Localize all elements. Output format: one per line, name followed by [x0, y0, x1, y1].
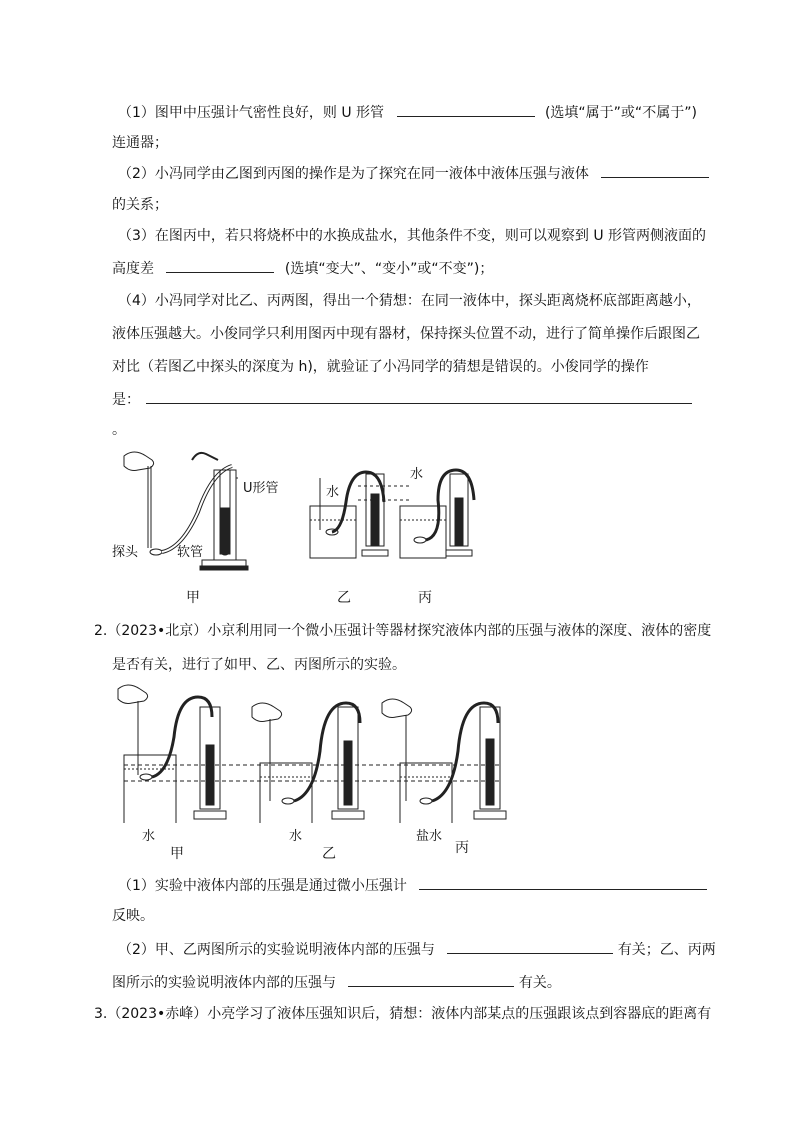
q1-part4-end: 。 — [112, 422, 126, 438]
hose-label: 软管 — [177, 545, 204, 560]
q1-part1-line2: 连通器； — [112, 135, 168, 151]
q1-part3-hint: (选填“变大”、“变小”或“不变”)； — [284, 261, 494, 277]
bing-water-label: 水 — [410, 467, 424, 482]
q2-figure — [110, 683, 560, 823]
q2-part1-text: （1）实验中液体内部的压强是通过微小压强计 — [118, 878, 407, 894]
q2-part2-text3: 图所示的实验说明液体内部的压强与 — [112, 975, 336, 991]
q2-caption-yi: 乙 — [322, 846, 336, 862]
q1-part2-text: （2）小冯同学由乙图到丙图的操作是为了探究在同一液体中液体压强与液体 — [118, 166, 589, 182]
q1-part1-line — [118, 102, 697, 123]
q1-part4-line3: 对比（若图乙中探头的深度为 h)，就验证了小冯同学的猜想是错误的。小俊同学的操作 — [112, 359, 649, 375]
q2-part1-line — [118, 875, 707, 896]
q2-water-label-1: 水 — [142, 829, 156, 844]
q2-header-line2: 是否有关，进行了如甲、乙、丙图所示的实验。 — [112, 657, 406, 673]
q1-part2-line2: 的关系； — [112, 197, 168, 213]
q2-part2-text2: 有关；乙、丙两 — [617, 942, 716, 958]
q1-part1-text: （1）图甲中压强计气密性良好，则 U 形管 — [118, 105, 385, 121]
q1-part1-hint: (选填“属于”或“不属于”) — [544, 105, 697, 121]
q2-part2-blank1[interactable] — [447, 939, 613, 954]
q2-header: 2.（2023•北京）小京利用同一个微小压强计等器材探究液体内部的压强与液体的深度、液体的密度 — [94, 623, 712, 639]
hand-icon — [124, 452, 154, 471]
q1-part3-blank[interactable] — [166, 258, 274, 273]
u-tube-label: U形管 — [243, 481, 279, 496]
q1-caption-yi: 乙 — [337, 590, 351, 606]
q1-part3-line2 — [112, 258, 493, 279]
q1-part1-blank[interactable] — [397, 102, 535, 117]
q2-caption-jia: 甲 — [170, 846, 184, 862]
q1-caption-jia: 甲 — [186, 590, 200, 606]
q1-part4-blank[interactable] — [146, 389, 692, 404]
q2-hand-icon-3 — [382, 699, 412, 718]
q2-part1-blank[interactable] — [419, 875, 707, 890]
q3-header: 3.（2023•赤峰）小亮学习了液体压强知识后，猜想：液体内部某点的压强跟该点到容器底的距离有 — [94, 1006, 712, 1022]
q1-part4-line2: 液体压强越大。小俊同学只利用图丙中现有器材，保持探头位置不动，进行了简单操作后跟图乙 — [112, 326, 700, 342]
q1-part4-line4 — [112, 389, 692, 410]
q1-part2-blank[interactable] — [601, 163, 709, 178]
probe-label: 探头 — [112, 545, 139, 560]
q2-hand-icon-2 — [252, 703, 282, 722]
q1-part2-line — [118, 163, 709, 184]
q2-hand-icon-1 — [118, 685, 148, 704]
q1-part4-text: 是： — [112, 392, 140, 408]
q2-part2-line — [118, 939, 716, 960]
q1-part3-line: （3）在图丙中，若只将烧杯中的水换成盐水，其他条件不变，则可以观察到 U 形管两侧液面的 — [118, 228, 707, 244]
q2-part2-blank2[interactable] — [348, 972, 514, 987]
q2-part2-text: （2）甲、乙两图所示的实验说明液体内部的压强与 — [118, 942, 435, 958]
yi-water-label: 水 — [326, 485, 340, 500]
q2-part2-line2 — [112, 972, 561, 993]
q2-part2-text4: 有关。 — [518, 975, 561, 991]
q1-caption-bing: 丙 — [418, 590, 432, 606]
q1-part3-text: 高度差 — [112, 261, 154, 277]
q1-part4-line1: （4）小冯同学对比乙、丙两图，得出一个猜想：在同一液体中，探头距离烧杯底部距离越小， — [118, 293, 701, 309]
q2-caption-bing: 丙 — [455, 840, 469, 856]
q2-water-label-2: 水 — [289, 829, 303, 844]
q2-part1-line2: 反映。 — [112, 908, 154, 924]
probe-icon — [150, 549, 162, 555]
q2-salt-water-label: 盐水 — [416, 829, 443, 844]
